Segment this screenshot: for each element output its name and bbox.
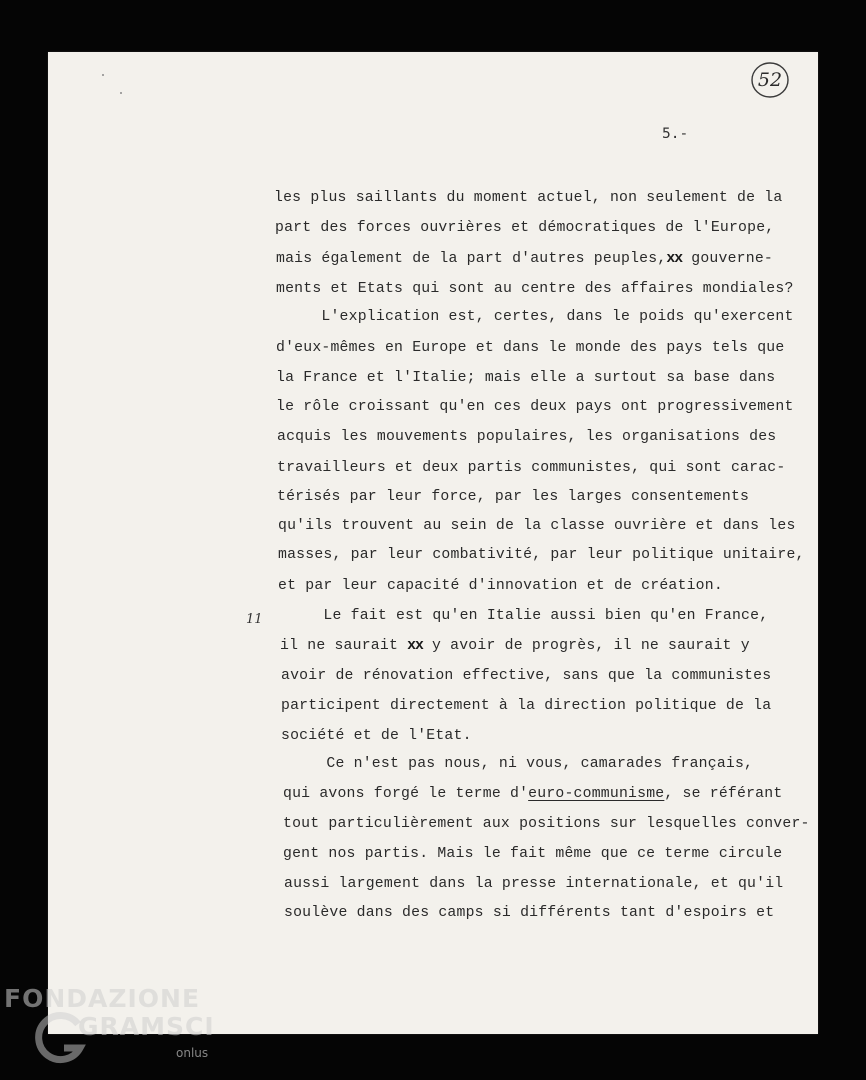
text-line: soulève dans des camps si différents tant d'espoirs et [284,905,775,921]
paper-speck [120,92,122,94]
text-line: tout particulièrement aux positions sur lesquelles conver- [283,816,810,832]
text-line: le rôle croissant qu'en ces deux pays ont progressivement [276,399,794,415]
text-segment: y avoir de progrès, il ne saurait y [422,638,750,654]
text-segment: , se référant [664,786,783,802]
text-line: acquis les mouvements populaires, les organisations des [277,429,777,445]
text-line: participent directement à la direction politique de la [281,698,772,714]
text-line: L'explication est, certes, dans le poids qu'exercent [276,309,794,325]
text-line: aussi largement dans la presse internationale, et qu'il [284,876,784,892]
text-line: térisés par leur force, par les larges consentements [277,489,750,505]
folio-number: 52 [757,69,783,91]
underlined-term: euro-communisme [528,786,665,802]
text-line: ments et Etats qui sont au centre des affaires mondiales? [276,281,794,297]
text-line: avoir de rénovation effective, sans que la communistes [281,668,772,684]
text-line [283,786,782,802]
text-segment: gouverne- [682,251,773,267]
fondazione-gramsci-watermark [4,984,224,1074]
watermark-line1: FONDAZIONE [4,984,201,1013]
text-line: la France et l'Italie; mais elle a surtout sa base dans [276,370,776,386]
page-number: 5.- [662,126,689,142]
struck-characters: xx [666,251,683,267]
text-line: travailleurs et deux partis communistes, qui sont carac- [277,460,786,476]
text-segment: il ne saurait [280,638,399,654]
text-line: masses, par leur combativité, par leur politique unitaire, [278,547,805,563]
text-segment: qui avons forgé le terme d' [283,786,529,802]
watermark-line2: GRAMSCI [78,1012,215,1041]
text-line: et par leur capacité d'innovation et de création. [278,578,723,594]
folio-stamp [750,60,790,100]
text-line: d'eux-mêmes en Europe et dans le monde des pays tels que [276,340,785,356]
text-line: part des forces ouvrières et démocratiques de l'Europe, [275,220,775,236]
text-line [280,638,750,654]
margin-annotation: 11 [246,612,263,627]
text-line: Le fait est qu'en Italie aussi bien qu'en France, [278,608,769,624]
watermark-subtitle: onlus [176,1046,209,1060]
text-line: qu'ils trouvent au sein de la classe ouvrière et dans les [278,518,796,534]
text-line: les plus saillants du moment actuel, non seulement de la [274,190,783,206]
text-line [276,251,773,267]
struck-characters: xx [407,638,423,654]
text-line: Ce n'est pas nous, ni vous, camarades français, [281,756,754,772]
text-line: gent nos partis. Mais le fait même que ce terme circule [283,846,783,862]
text-line: société et de l'Etat. [281,728,472,744]
text-segment: mais également de la part d'autres peuples, [276,251,667,267]
paper-speck [102,74,104,76]
